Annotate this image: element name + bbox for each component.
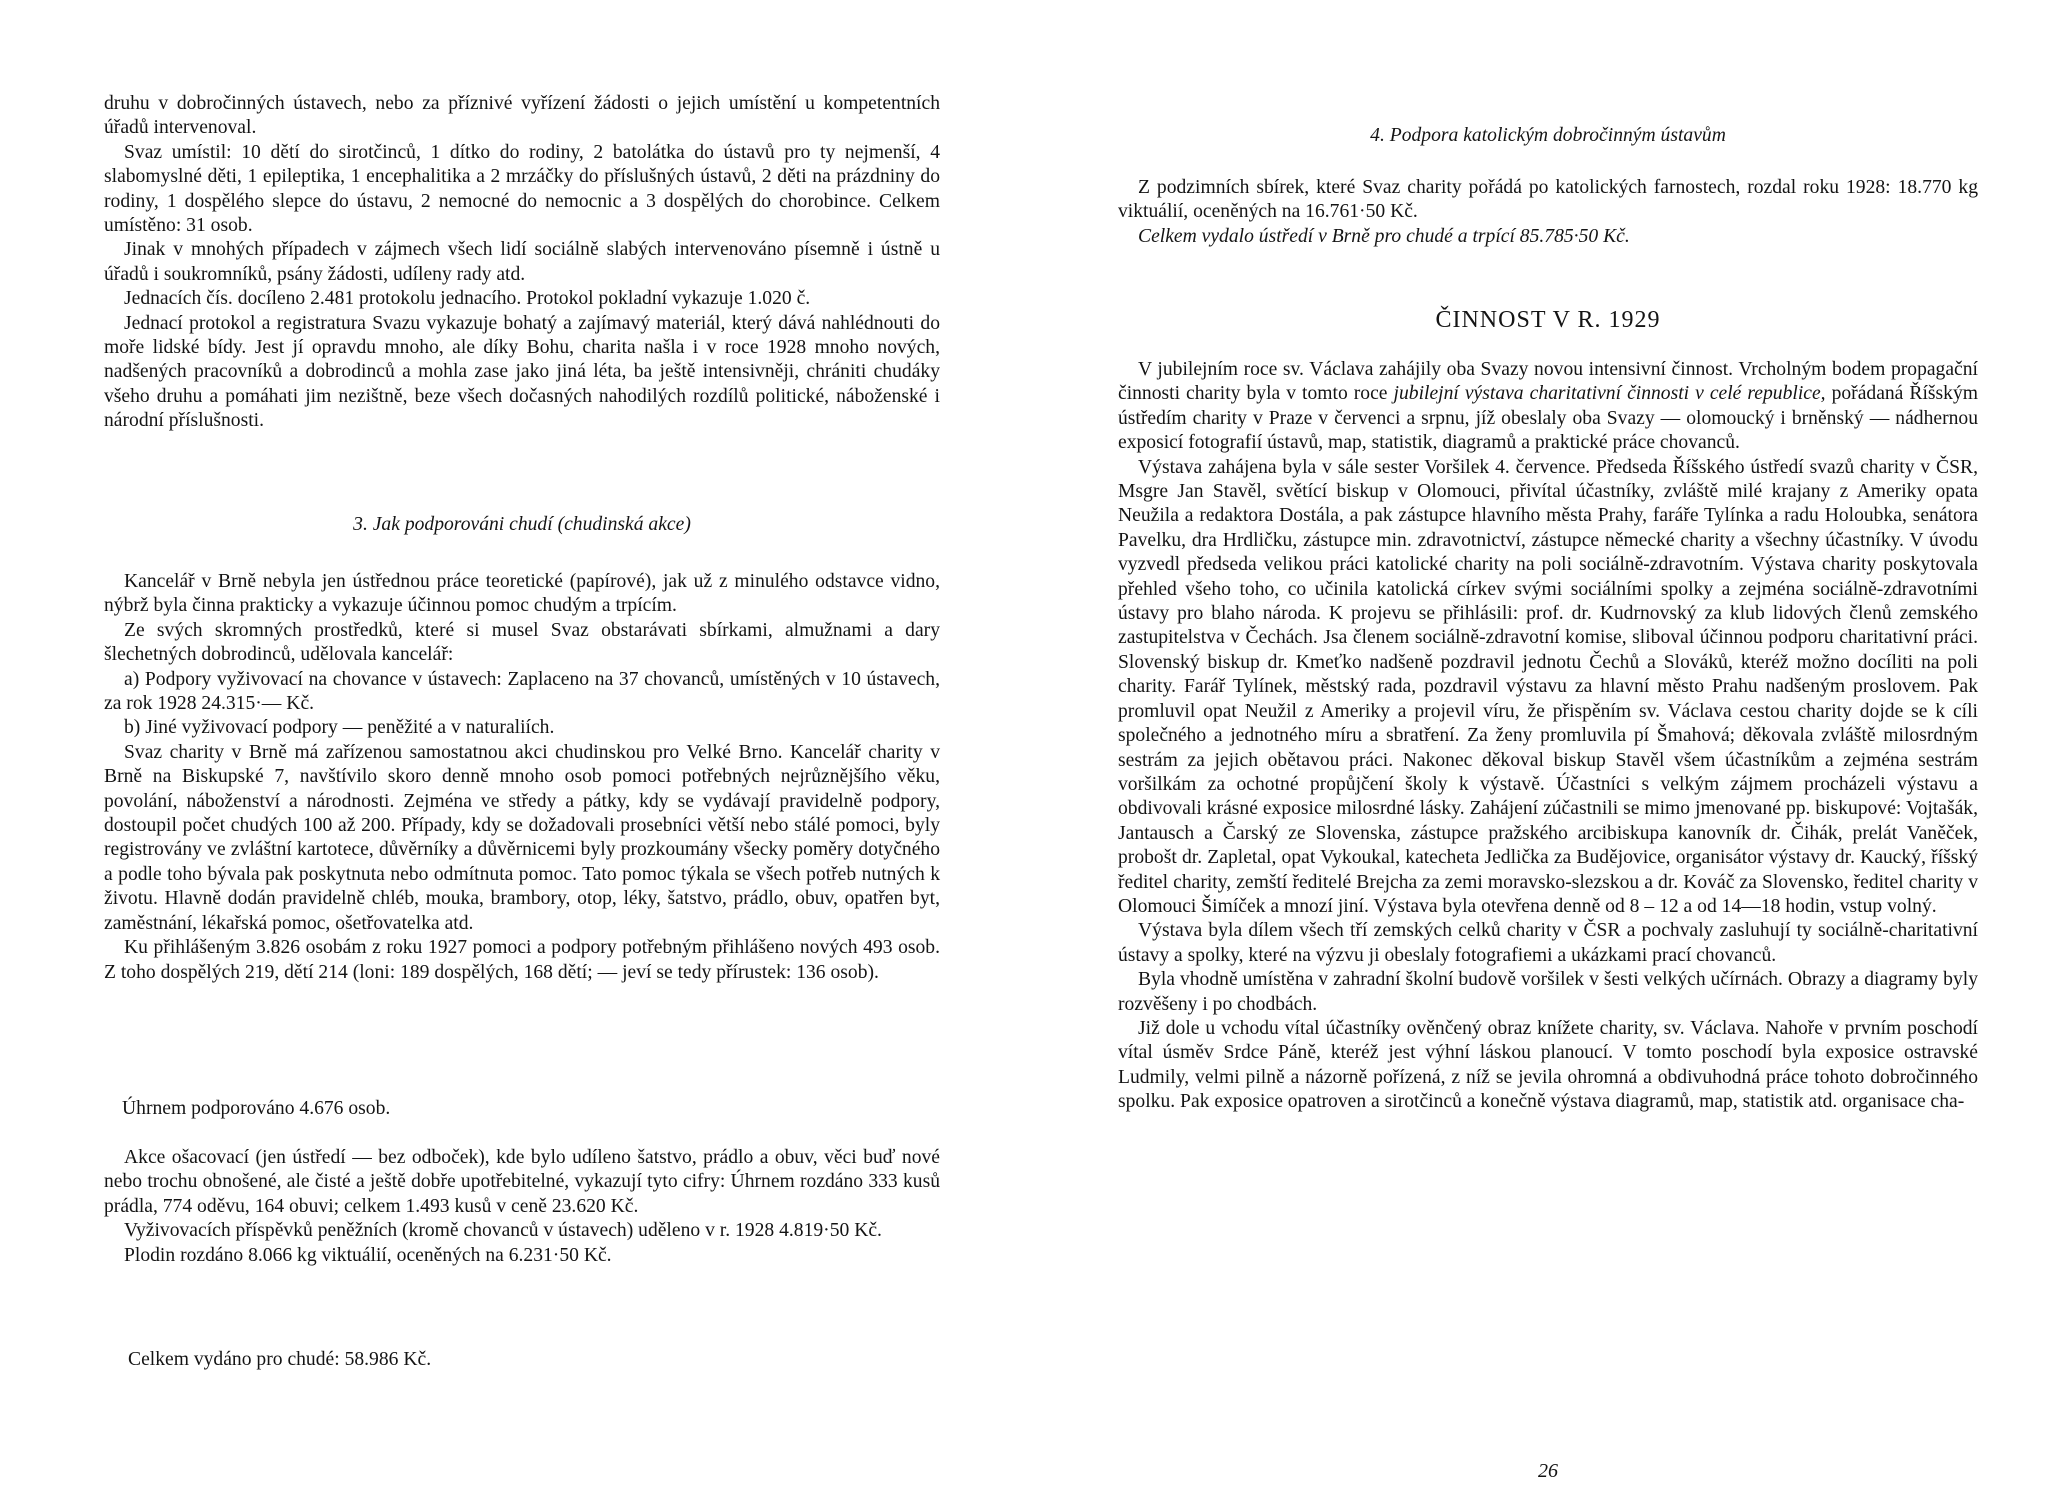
- paragraph: Byla vhodně umístěna v zahradní školní budově voršilek v šesti velkých učírnách. Obrazy a diagramy byly rozvěšeny i po chodbách.: [1118, 969, 1978, 1015]
- paragraph: Svaz charity v Brně má zařízenou samostatnou akci chudinskou pro Velké Brno. Kancelář charity v Brně na Biskupské 7, navštívilo skoro denně mnoho osob pomoci potřebných nejrůznějšího věku, povolání, náboženství a národnosti. Zejména ve středy a pátky, kdy se vydávají pravidelně podpory, dostoupil počet chudých 100 až 200. Případy, kdy se dožadovali prosebníci větší nebo stálé pomoci, byly registrovány ve zvláštní kartotece, důvěrníky a důvěrnicemi byly prozkoumány všecky poměry dotyčného a podle toho bývala pak poskytnuta nebo odmítnuta pomoc. Tato pomoc týkala se všech potřeb nutných k životu. Hlavně dodán pravidelně chléb, mouka, brambory, otop, léky, šatstvo, prádlo, obuv, opatřen byt, zaměstnání, lékařská pomoc, ošetřovatelka atd.: [104, 741, 940, 934]
- section-heading-3: 3. Jak podporováni chudí (chudinská akce): [353, 514, 691, 535]
- paragraph: Celkem vydalo ústředí v Brně pro chudé a trpící 85.785·50 Kč.: [1138, 225, 1630, 247]
- section-heading-4: 4. Podpora katolickým dobročinným ústavům: [1370, 125, 1726, 146]
- paragraph: Plodin rozdáno 8.066 kg viktuálií, oceněných na 6.231·50 Kč.: [124, 1244, 612, 1266]
- paragraph: Výstava zahájena byla v sále sester Voršilek 4. července. Předseda Říšského ústředí svazů charity v ČSR, Msgre Jan Stavěl, světící biskup v Olomouci, přivítal účastníky, zvláště milé krajany z Ameriky opata Neužila a redaktora Dostála, a pak zástupce hlavního města Prahy, faráře Tylínka a radu Holoubka, senátora Pavelku, dra Hrdličku, zástupce min. zdravotnictví, zástupce německé charity a všechny účastníky. V úvodu vyzvedl předseda velikou práci katolické charity na poli sociálně-zdravotním. Výstava charity poskytovala přehled všeho toho, co učinila katolická církev svými sociálními spolky a zejména sociálně-zdravotními ústavy pro blaho národa. K projevu se přihlásili: prof. dr. Kudrnovský za klub lidových členů zemského zastupitelstva v Čechách. Jsa členem sociálně-zdravotní komise, sliboval účinnou podporu charitativní práci. Slovenský biskup dr. Kmeťko nadšeně pozdravil jednotu Čechů a Slováků, kteréž možno docíliti na poli charity. Farář Tylínek, městský rada, pozdravil výstavu za hlavní město Prahu nadšeným proslovem. Pak promluvil opat Neužil z Ameriky a projevil víru, že přispěním sv. Václava cestou charity dojde se k cíli společného a jednotného míru a sbratření. Za ženy promluvila pí Šmahová; děkovala zvláště milosrdným sestrám za jejich obětavou práci. Nakonec děkoval biskup Stavěl všem účastníkům a zejména sestrám voršilkám za ochotné propůjčení školy k výstavě. Účastníci s velkým zájmem procházeli výstavu a obdivovali krásné exposice milosrdné lásky. Zahájení zúčastnili se mimo jmenované pp. biskupové: Vojtašák, Jantausch a Čarský ze Slovenska, zástupce pražského arcibiskupa kanovník dr. Čihák, prelát Vaněček, probošt dr. Zapletal, opat Vykoukal, katecheta Jedlička za Budějovice, organisátor výstavy dr. Kaucký, říšský ředitel charity, zemští ředitelé Brejcha za zemi moravsko-slezskou a dr. Kováč za Slovensko, ředitel charity v Olomouci Šimíček a mnozí jiní. Výstava byla otevřena denně od 8 – 12 a od 14—18 hodin, vstup volný.: [1118, 456, 1978, 917]
- paragraph: Kancelář v Brně nebyla jen ústřednou práce teoretické (papírové), jak už z minulého odstavce vidno, nýbrž byla činna prakticky a vykazuje účinnou pomoc chudým a trpícím.: [104, 571, 940, 617]
- paragraph: Ku přihlášeným 3.826 osobám z roku 1927 pomoci a podpory potřebným přihlášeno nových 493 osob. Z toho dospělých 219, dětí 214 (loni: 189 dospělých, 168 dětí; — jeví se tedy přírustek: 136 osob).: [104, 937, 940, 983]
- paragraph: Výstava byla dílem všech tří zemských celků charity v ČSR a pochvaly zasluhují ty sociálně-charitativní ústavy a spolky, které na výzvu ji obeslaly fotografiemi a ukázkami prací chovanců.: [1118, 920, 1978, 966]
- paragraph: Svaz umístil: 10 dětí do sirotčinců, 1 dítko do rodiny, 2 batolátka do ústavů pro ty nejmenší, 4 slabomyslné děti, 1 epileptika, 1 encephalitika a 2 mrzáčky do příslušných ústavů, 2 děti na prázdniny do rodiny, 1 dospělého slepce do ústavu, 2 nemocné do nemocnic a 3 dospělých do chorobince. Celkem umístěno: 31 osob.: [104, 141, 940, 237]
- right-block-1: [1118, 176, 1978, 249]
- left-block-3: [104, 1146, 940, 1268]
- page-number: 26: [1538, 1460, 1558, 1482]
- left-block-2: [104, 570, 940, 985]
- paragraph: Jednací protokol a registratura Svazu vykazuje bohatý a zajímavý materiál, který dává nahlédnouti do moře lidské bídy. Jest jí opravdu mnoho, ale díky Bohu, charita našla i v roce 1928 mnoho nových, nadšených pracovníků a dobrodinců a mohla zase jako jiná léta, ba ještě intensivněji, chrániti chudáky všeho druhu a pomáhati jim nezištně, beze všech dočasných nahodilých rozdílů politické, náboženské i národní příslušnosti.: [104, 312, 940, 432]
- paragraph: Z podzimních sbírek, které Svaz charity pořádá po katolických farnostech, rozdal roku 1928: 18.770 kg viktuálií, oceněných na 16.761·50 Kč.: [1118, 177, 1978, 223]
- text-run-italic: jubilejní výstava charitativní činnosti v celé republice,: [1393, 383, 1826, 405]
- total-supported: Úhrnem podporováno 4.676 osob.: [122, 1098, 391, 1119]
- paragraph: druhu v dobročinných ústavech, nebo za příznivé vyřízení žádosti o jejich umístění u kompetentních úřadů intervenoval.: [104, 93, 940, 139]
- paragraph: Již dole u vchodu vítal účastníky ověnčený obraz knížete charity, sv. Václava. Nahoře v prvním poschodí vítal úsměv Srdce Páně, kteréž jest výhní láskou planoucí. V tomto poschodí byla exposice ostravské Ludmily, velmi pilně a názorně pořízená, z níž se jevila ohromná a obdivuhodná práce tohoto dobročinného spolku. Pak exposice opatroven a sirotčinců a konečně výstava diagramů, map, statistik atd. organisace cha-: [1118, 1017, 1978, 1113]
- left-block-1: [104, 92, 940, 434]
- paragraph: Jednacích čís. docíleno 2.481 protokolu jednacího. Protokol pokladní vykazuje 1.020 č.: [124, 288, 811, 310]
- text-run: pořádaná Říšským ústředím charity v Praze v červenci a srpnu, jíž obeslaly oba Svazy — olomoucký i brněnský — nádhernou exposicí fotografií ústavů, map, statistik, diagramů a praktické práce chovanců.: [1118, 383, 1978, 454]
- total-spent: Celkem vydáno pro chudé: 58.986 Kč.: [128, 1349, 432, 1370]
- paragraph: [1118, 358, 1978, 456]
- paragraph: Vyživovacích příspěvků peněžních (kromě chovanců v ústavech) uděleno v r. 1928 4.819·50 Kč.: [124, 1220, 882, 1242]
- page-title: ČINNOST V R. 1929: [1435, 307, 1661, 333]
- paragraph: Jinak v mnohých případech v zájmech všech lidí sociálně slabých intervenováno písemně i ústně u úřadů i soukromníků, psány žádosti, udíleny rady atd.: [104, 239, 940, 285]
- paragraph: a) Podpory vyživovací na chovance v ústavech: Zaplaceno na 37 chovanců, umístěných v 10 ústavech, za rok 1928 24.315·— Kč.: [104, 668, 940, 715]
- paragraph: Akce ošacovací (jen ústředí — bez odboček), kde bylo udíleno šatstvo, prádlo a obuv, věci buď nové nebo trochu obnošené, ale čisté a ještě dobře upotřebitelné, vykazují tyto cifry: Úhrnem rozdáno 333 kusů prádla, 774 oděvu, 164 obuvi; celkem 1.493 kusů v ceně 23.620 Kč.: [104, 1147, 940, 1217]
- right-page: [1118, 0, 1978, 1500]
- right-block-2: [1118, 358, 1978, 1115]
- paragraph: Ze svých skromných prostředků, které si musel Svaz obstarávati sbírkami, almužnami a dary šlechetných dobrodinců, udělovala kancelář:: [104, 619, 940, 666]
- left-page: [104, 0, 940, 1500]
- paragraph: b) Jiné vyživovací podpory — peněžité a v naturaliích.: [124, 717, 555, 739]
- text-run: V jubilejním roce sv. Václava zahájily oba Svazy novou intensivní činnost. Vrcholným bodem propagační činnosti charity byla v tomto roce: [1118, 359, 1978, 405]
